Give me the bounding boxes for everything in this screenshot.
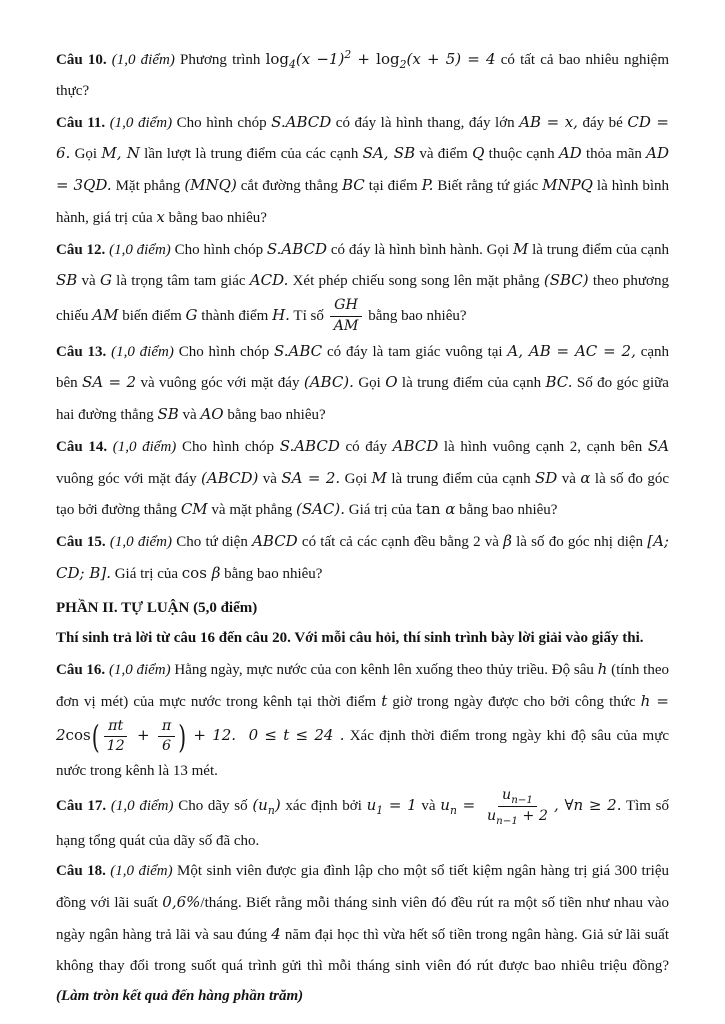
text-run: có tất cả các cạnh đều bằng 2 và bbox=[297, 534, 504, 551]
math-run: H. bbox=[272, 305, 290, 324]
question-18-body bbox=[56, 863, 669, 1004]
math-run: ACD. bbox=[249, 271, 289, 290]
question-11 bbox=[56, 107, 674, 234]
text-run: Cho hình chóp bbox=[174, 241, 267, 258]
question-10-label: Câu 10. bbox=[56, 52, 107, 68]
text-run: Cho hình chóp bbox=[176, 114, 272, 131]
text-run: và bbox=[178, 407, 201, 424]
math-run: 0,6% bbox=[162, 893, 201, 912]
math-run: AO bbox=[200, 405, 224, 424]
fraction: $\frac{GH}{AM}$ bbox=[330, 297, 363, 336]
text-run: và bbox=[258, 470, 282, 487]
text-run: là số đo góc nhị diện bbox=[511, 534, 648, 551]
math-run: + 12. 0 ≤ t ≤ 24 . bbox=[187, 726, 345, 745]
math-run: SD bbox=[535, 468, 558, 487]
question-18-points: (1,0 điểm) bbox=[110, 863, 173, 880]
question-11-body bbox=[56, 112, 674, 226]
math-run: SA = 2 bbox=[82, 373, 137, 392]
text-run: Hằng ngày, mực nước của con kênh lên xuống theo thủy triều. Độ sâu bbox=[174, 662, 598, 679]
math-run: M bbox=[512, 239, 529, 258]
text-run: có tất cả bao nhiêu nghiệm thực? bbox=[56, 52, 670, 99]
text-run: bằng bao nhiêu? bbox=[364, 307, 467, 324]
text-run: Xét phép chiếu song song lên mặt phẳng bbox=[288, 273, 544, 290]
math-run: $(u_n)$ bbox=[252, 795, 281, 817]
math-run: x bbox=[156, 207, 165, 226]
math-run: AD bbox=[558, 144, 582, 163]
math-run: P. bbox=[421, 176, 434, 194]
text-run: lần lượt là trung điểm của các cạnh bbox=[139, 146, 363, 163]
math-run: + bbox=[130, 726, 156, 745]
math-run: , ∀n ≥ 2. bbox=[553, 795, 622, 814]
text-run: đáy bé bbox=[577, 114, 628, 131]
text-run: vuông góc với mặt đáy bbox=[56, 470, 201, 487]
fraction: $\frac{\pi t}{12}$ bbox=[103, 718, 129, 757]
math-run: SA = 2. bbox=[281, 468, 341, 487]
text-run: là hình bình hành, giá trị của bbox=[56, 178, 669, 226]
math-run: BC bbox=[341, 176, 365, 194]
text-run: cắt đường thẳng bbox=[236, 178, 342, 194]
math-run: CM bbox=[180, 500, 208, 519]
text-run: Biết rằng tứ giác bbox=[433, 178, 543, 194]
text-run: Phương trình bbox=[180, 52, 266, 68]
question-11-points: (1,0 điểm) bbox=[109, 114, 173, 131]
section2-instruction: Thí sinh trả lời từ câu 16 đến câu 20. Với mỗi câu hỏi, thí sinh trình bày lời giải vào giấy thi. bbox=[56, 630, 644, 647]
question-15 bbox=[56, 526, 674, 590]
text-run: và điểm bbox=[415, 146, 473, 163]
text-run: thỏa mãn bbox=[581, 146, 647, 163]
text-run: Cho dãy số bbox=[178, 797, 253, 814]
text-run: Xác định thời điểm trong ngày khi độ sâu của mực nước trong kênh là 13 mét. bbox=[56, 728, 669, 780]
text-run: bằng bao nhiêu? bbox=[223, 407, 326, 424]
text-run: tại điểm bbox=[364, 178, 422, 194]
math-run: A, AB = AC = 2, bbox=[507, 341, 636, 360]
text-run: và bbox=[557, 470, 581, 487]
text-run: thuộc cạnh bbox=[484, 146, 559, 163]
question-13-label: Câu 13. bbox=[56, 343, 107, 360]
math-run: AM bbox=[92, 305, 119, 324]
question-17 bbox=[56, 787, 669, 856]
math-run: SA bbox=[647, 436, 670, 455]
math-run: ABCD bbox=[392, 436, 439, 455]
math-run: M bbox=[371, 468, 387, 487]
text-run: và bbox=[416, 797, 441, 814]
question-16 bbox=[56, 654, 674, 787]
question-16-points: (1,0 điểm) bbox=[108, 662, 171, 679]
text-run: bằng bao nhiêu? bbox=[455, 502, 558, 519]
question-13 bbox=[56, 336, 669, 431]
text-run: có đáy là tam giác vuông tại bbox=[322, 343, 508, 360]
text-run: Tỉ số bbox=[289, 307, 328, 324]
text-run: có đáy bbox=[339, 438, 393, 455]
text-run: có đáy là hình bình hành. Gọi bbox=[327, 241, 513, 258]
text-run: Cho tứ diện bbox=[176, 534, 253, 551]
math-run: S.ABCD bbox=[279, 436, 340, 455]
math-run: [A; CD; B]. bbox=[56, 532, 674, 582]
math-run: S.ABCD bbox=[266, 239, 328, 258]
text-run: Cho hình chóp bbox=[178, 343, 275, 360]
math-run: M, N bbox=[101, 144, 140, 163]
text-run: Gọi bbox=[353, 375, 386, 392]
text-run: /tháng. Biết rằng mỗi tháng sinh viên đó đều rút ra một số tiền như nhau vào ngày ngân hàng trả lãi và sau đúng bbox=[56, 895, 669, 943]
math-run: $u_n$ = bbox=[440, 795, 481, 817]
text-run: là hình vuông cạnh 2, cạnh bên bbox=[438, 438, 648, 455]
math-run: S.ABCD bbox=[271, 112, 332, 131]
paren: ( bbox=[91, 718, 100, 756]
question-18-label: Câu 18. bbox=[56, 863, 106, 880]
math-run: h = 2cos bbox=[56, 691, 674, 745]
math-run: 4 bbox=[271, 924, 281, 943]
question-17-label: Câu 17. bbox=[56, 797, 107, 814]
math-run: CD = 6. bbox=[56, 112, 674, 163]
question-12-label: Câu 12. bbox=[56, 241, 106, 258]
text-run: biến điểm bbox=[118, 307, 186, 324]
math-run: cos β bbox=[181, 563, 221, 582]
text-run: Cho hình chóp bbox=[181, 438, 280, 455]
text-run: Tìm số hạng tổng quát của dãy số đã cho. bbox=[56, 797, 669, 849]
math-run: h bbox=[597, 660, 608, 679]
text-run: Giá trị của bbox=[345, 502, 416, 519]
text-run: Gọi bbox=[340, 470, 372, 487]
text-run: là số đo góc tạo bởi đường thẳng bbox=[56, 470, 669, 519]
math-run: α bbox=[580, 468, 591, 487]
question-13-points: (1,0 điểm) bbox=[111, 343, 174, 360]
question-17-points: (1,0 điểm) bbox=[110, 797, 174, 814]
paren: ) bbox=[178, 718, 187, 756]
question-16-label: Câu 16. bbox=[56, 662, 106, 679]
question-15-points: (1,0 điểm) bbox=[109, 534, 173, 551]
fraction: $\frac{u_{n-1}}{u_{n-1} + 2}$ bbox=[486, 787, 548, 827]
question-12-points: (1,0 điểm) bbox=[109, 241, 171, 258]
math-run: MNPQ bbox=[542, 176, 593, 194]
question-10 bbox=[56, 44, 669, 107]
text-run: và bbox=[77, 273, 100, 290]
question-14 bbox=[56, 431, 669, 526]
text-run: và mặt phẳng bbox=[207, 502, 296, 519]
math-run: SB bbox=[56, 271, 78, 290]
question-10-points: (1,0 điểm) bbox=[111, 52, 175, 68]
math-run: Q bbox=[472, 144, 485, 163]
text-run: thành điểm bbox=[197, 307, 273, 324]
text-run: là trung điểm của cạnh bbox=[528, 241, 670, 258]
text-run: năm đại học thì vừa hết số tiền trong ngân hàng. Giả sử lãi suất không thay đổi trong suốt quá trình gửi thì mỗi tháng sinh viên đó rút được bao nhiêu triệu đồng? bbox=[56, 926, 669, 974]
text-run: theo phương chiếu bbox=[56, 273, 669, 324]
text-run: (tính theo đơn vị mét) của mực nước trong kênh tại thời điểm bbox=[56, 662, 670, 710]
math-run: BC. bbox=[545, 373, 573, 392]
math-run: AB = x, bbox=[519, 112, 578, 131]
math-run: AD = 3QD. bbox=[56, 144, 674, 194]
question-14-label: Câu 14. bbox=[56, 438, 108, 455]
text-run: bằng bao nhiêu? bbox=[220, 565, 323, 582]
text-run: Số đo góc giữa hai đường thẳng bbox=[56, 375, 669, 424]
text-run: là trung điểm của cạnh bbox=[397, 375, 546, 392]
math-run: $\log_4(x -1)^2 + \log_2(x + 5) = 4$ bbox=[265, 48, 496, 71]
question-11-label: Câu 11. bbox=[56, 114, 106, 131]
math-run: (ABCD) bbox=[201, 468, 259, 487]
text-run: cạnh bên bbox=[56, 343, 670, 392]
text-run: Gọi bbox=[70, 146, 102, 163]
math-run: β bbox=[503, 532, 512, 551]
text-run: là trung điểm của cạnh bbox=[386, 470, 536, 487]
text-run: xác định bởi bbox=[280, 797, 367, 814]
math-run: (SAC). bbox=[295, 500, 346, 519]
math-run: tan α bbox=[415, 500, 456, 519]
note-run: (Làm tròn kết quả đến hàng phần trăm) bbox=[56, 988, 304, 1005]
math-run: (MNQ) bbox=[184, 176, 237, 194]
question-15-label: Câu 15. bbox=[56, 534, 106, 551]
question-16-body bbox=[56, 662, 674, 779]
question-18 bbox=[56, 856, 669, 1012]
fraction: $\frac{\pi}{6}$ bbox=[158, 718, 175, 757]
math-run: $u_1 = 1$ bbox=[366, 795, 417, 817]
text-run: và vuông góc với mặt đáy bbox=[136, 375, 304, 392]
text-run: là trọng tâm tam giác bbox=[111, 273, 250, 290]
text-run: Một sinh viên được gia đình lập cho một sổ tiết kiệm ngân hàng trị giá 300 triệu đồng với lãi suất bbox=[56, 863, 669, 912]
math-run: (ABC). bbox=[303, 373, 354, 392]
math-run: SB bbox=[157, 405, 179, 424]
text-run: bằng bao nhiêu? bbox=[164, 209, 267, 226]
text-run: Mặt phẳng bbox=[111, 178, 185, 194]
question-12 bbox=[56, 234, 669, 336]
math-run: ABCD bbox=[252, 532, 298, 551]
math-run: t bbox=[381, 691, 388, 710]
text-run: giờ trong ngày được cho bởi công thức bbox=[387, 693, 641, 710]
text-run: có đáy là hình thang, đáy lớn bbox=[331, 114, 520, 131]
math-run: G bbox=[185, 305, 198, 324]
math-run: O bbox=[385, 373, 398, 392]
math-run: (SBC) bbox=[543, 271, 589, 290]
question-14-points: (1,0 điểm) bbox=[112, 438, 177, 455]
math-run: S.ABC bbox=[274, 341, 323, 360]
math-run: SA, SB bbox=[362, 144, 416, 163]
section2-heading: PHẦN II. TỰ LUẬN (5,0 điểm) bbox=[56, 599, 258, 616]
math-run: G bbox=[99, 271, 112, 290]
text-run: Giá trị của bbox=[110, 565, 182, 582]
